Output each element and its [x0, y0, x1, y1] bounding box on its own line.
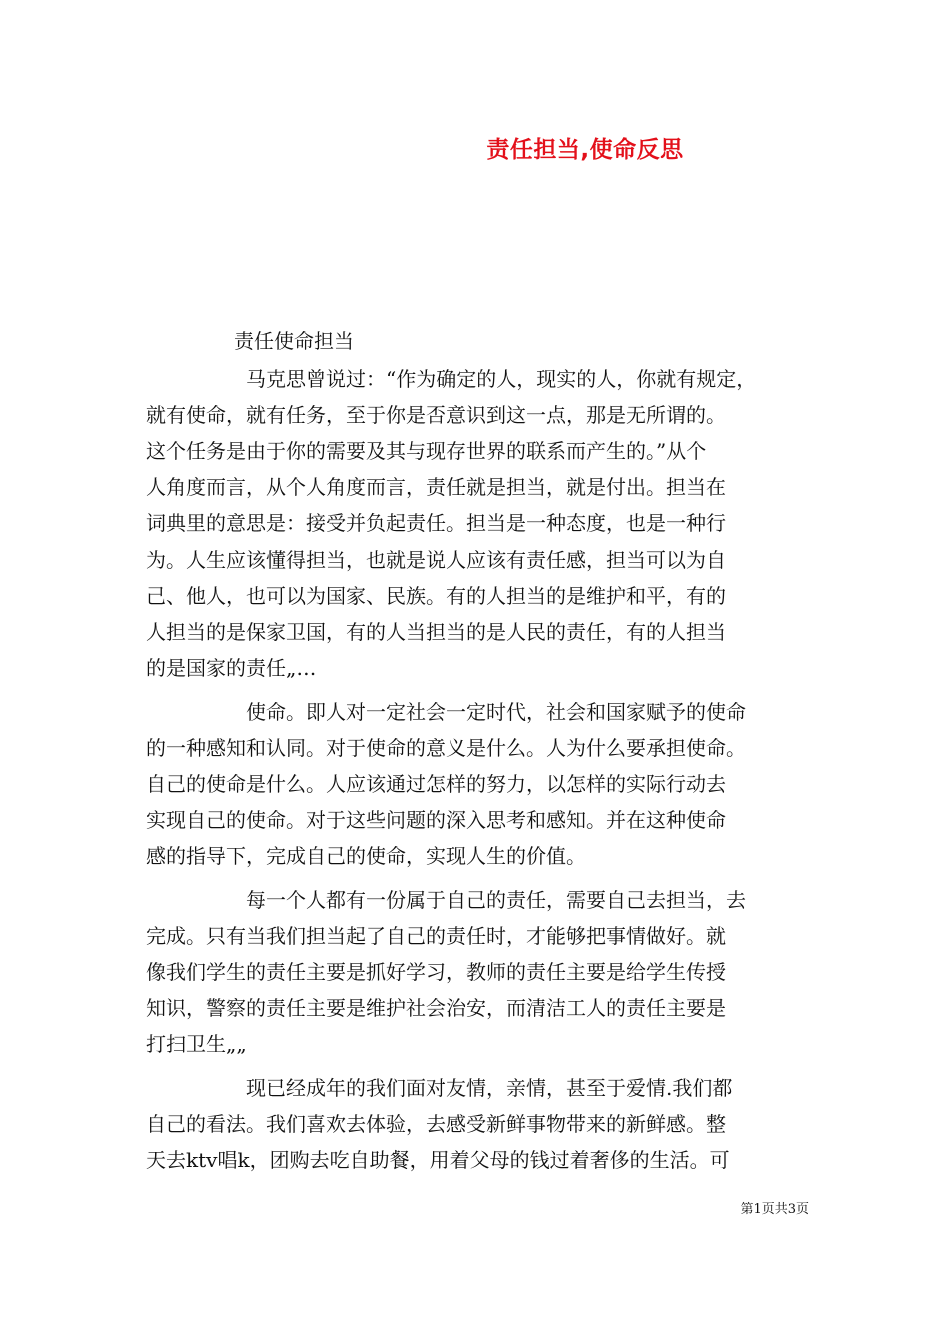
text-line: 天去ktv唱k，团购去吃自助餐，用着父母的钱过着奢侈的生活。可 [146, 1148, 730, 1172]
text-line: 感的指导下，完成自己的使命，实现人生的价值。 [146, 844, 586, 868]
text-line: 人角度而言，从个人角度而言，责任就是担当，就是付出。担当在 [146, 475, 726, 499]
text-line: 现已经成年的我们面对友情，亲情，甚至于爱情.我们都 [246, 1076, 733, 1100]
text-line: 的是国家的责任„… [146, 656, 317, 680]
text-line: 完成。只有当我们担当起了自己的责任时，才能够把事情做好。就 [146, 924, 726, 948]
text-line: 自己的看法。我们喜欢去体验，去感受新鲜事物带来的新鲜感。整 [146, 1112, 726, 1136]
text-line: 马克思曾说过：“作为确定的人，现实的人，你就有规定， [246, 367, 757, 391]
page-title: 责任担当,使命反思 [486, 137, 684, 163]
text-line: 人担当的是保家卫国，有的人当担当的是人民的责任，有的人担当 [146, 620, 726, 644]
text-line: 自己的使命是什么。人应该通过怎样的努力，以怎样的实际行动去 [146, 772, 726, 796]
subtitle: 责任使命担当 [234, 329, 354, 353]
text-line: 使命。即人对一定社会一定时代，社会和国家赋予的使命 [246, 700, 746, 724]
text-line: 像我们学生的责任主要是抓好学习，教师的责任主要是给学生传授 [146, 960, 726, 984]
text-line: 打扫卫生„„ [146, 1032, 247, 1056]
text-line: 每一个人都有一份属于自己的责任，需要自己去担当，去 [246, 888, 746, 912]
page-number-footer: 第1页共3页 [740, 1202, 809, 1217]
text-line: 这个任务是由于你的需要及其与现存世界的联系而产生的。”从个 [146, 439, 707, 463]
text-line: 词典里的意思是：接受并负起责任。担当是一种态度，也是一种行 [146, 511, 726, 535]
text-line: 的一种感知和认同。对于使命的意义是什么。人为什么要承担使命。 [146, 736, 746, 760]
text-line: 为。人生应该懂得担当，也就是说人应该有责任感，担当可以为自 [146, 548, 726, 572]
text-line: 就有使命，就有任务，至于你是否意识到这一点，那是无所谓的。 [146, 403, 726, 427]
text-line: 己、他人，也可以为国家、民族。有的人担当的是维护和平，有的 [146, 584, 726, 608]
text-line: 实现自己的使命。对于这些问题的深入思考和感知。并在这种使命 [146, 808, 726, 832]
text-line: 知识，警察的责任主要是维护社会治安，而清洁工人的责任主要是 [146, 996, 726, 1020]
